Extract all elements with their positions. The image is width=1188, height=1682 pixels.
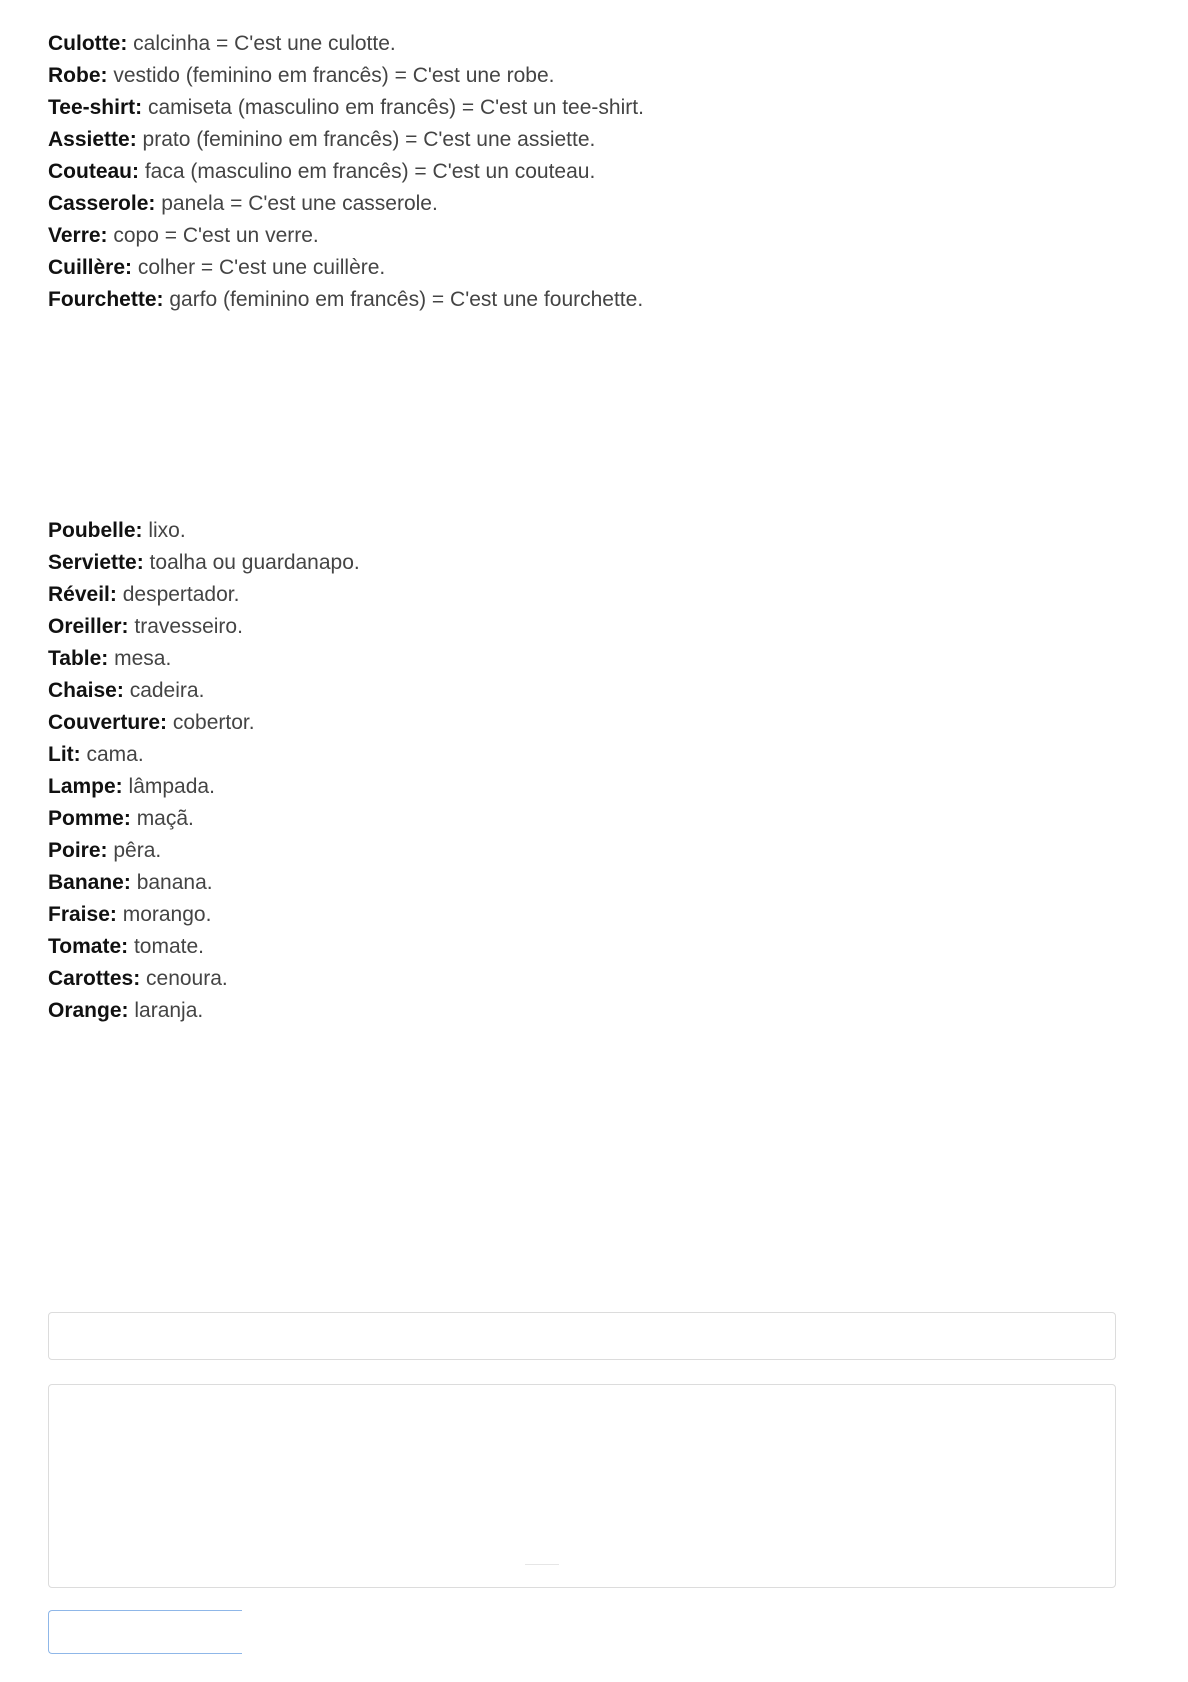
vocab-item — [48, 835, 360, 867]
vocab-definition: camiseta (masculino em francês) = C'est un tee-shirt. — [142, 96, 644, 119]
vocab-item — [48, 28, 644, 60]
vocab-item — [48, 92, 644, 124]
textarea-resize-handle[interactable] — [525, 1564, 559, 1565]
vocab-term: Chaise: — [48, 679, 124, 702]
vocab-term: Culotte: — [48, 32, 128, 55]
vocab-definition: morango. — [116, 903, 212, 926]
vocab-definition: laranja. — [128, 999, 204, 1022]
vocab-item — [48, 188, 644, 220]
vocab-item — [48, 611, 360, 643]
vocab-item — [48, 995, 360, 1027]
vocab-term: Cuillère: — [48, 256, 133, 279]
vocab-item — [48, 60, 644, 92]
name-input[interactable] — [48, 1312, 1116, 1360]
vocab-definition: prato (feminino em francês) = C'est une assiette. — [136, 128, 596, 151]
vocab-definition: pêra. — [107, 839, 162, 862]
vocab-term: Serviette: — [48, 551, 144, 574]
vocab-definition: travesseiro. — [128, 615, 243, 638]
submit-button[interactable] — [48, 1610, 242, 1654]
vocab-definition: copo = C'est un verre. — [107, 224, 319, 247]
vocab-item — [48, 675, 360, 707]
vocab-term: Poubelle: — [48, 519, 143, 542]
vocab-item — [48, 284, 644, 316]
vocab-item — [48, 643, 360, 675]
vocab-item — [48, 220, 644, 252]
vocab-definition: maçã. — [130, 807, 194, 830]
vocab-item — [48, 156, 644, 188]
vocabulary-list-clothing-kitchen — [48, 28, 644, 316]
vocab-term: Verre: — [48, 224, 108, 247]
vocab-term: Couteau: — [48, 160, 139, 183]
vocab-item — [48, 867, 360, 899]
vocab-term: Tomate: — [48, 935, 129, 958]
vocab-term: Couverture: — [48, 711, 168, 734]
vocab-term: Fraise: — [48, 903, 117, 926]
vocab-term: Lit: — [48, 743, 81, 766]
vocab-definition: mesa. — [108, 647, 172, 670]
vocab-term: Assiette: — [48, 128, 137, 151]
comment-textarea[interactable] — [48, 1384, 1116, 1588]
vocab-item — [48, 771, 360, 803]
vocab-definition: lâmpada. — [122, 775, 215, 798]
vocab-item — [48, 931, 360, 963]
vocab-definition: cenoura. — [140, 967, 228, 990]
vocab-term: Robe: — [48, 64, 108, 87]
vocab-definition: panela = C'est une casserole. — [155, 192, 438, 215]
vocab-item — [48, 579, 360, 611]
vocab-term: Fourchette: — [48, 288, 164, 311]
vocab-item — [48, 739, 360, 771]
vocab-definition: calcinha = C'est une culotte. — [127, 32, 396, 55]
vocab-item — [48, 252, 644, 284]
vocab-term: Pomme: — [48, 807, 131, 830]
vocab-item — [48, 899, 360, 931]
vocab-definition: tomate. — [128, 935, 204, 958]
vocab-item — [48, 707, 360, 739]
vocab-term: Banane: — [48, 871, 131, 894]
vocab-definition: colher = C'est une cuillère. — [132, 256, 386, 279]
vocab-definition: garfo (feminino em francês) = C'est une fourchette. — [163, 288, 644, 311]
vocab-definition: cadeira. — [123, 679, 205, 702]
vocab-item — [48, 124, 644, 156]
vocab-item — [48, 515, 360, 547]
vocab-term: Table: — [48, 647, 109, 670]
vocab-item — [48, 803, 360, 835]
vocab-definition: banana. — [130, 871, 213, 894]
vocab-term: Casserole: — [48, 192, 156, 215]
vocab-term: Lampe: — [48, 775, 123, 798]
vocab-definition: despertador. — [116, 583, 240, 606]
vocab-item — [48, 963, 360, 995]
vocab-definition: cama. — [80, 743, 144, 766]
vocab-definition: vestido (feminino em francês) = C'est une robe. — [107, 64, 555, 87]
vocab-term: Réveil: — [48, 583, 117, 606]
vocab-definition: cobertor. — [167, 711, 255, 734]
vocabulary-list-household-food — [48, 515, 360, 1027]
vocab-term: Carottes: — [48, 967, 141, 990]
vocab-term: Orange: — [48, 999, 129, 1022]
vocab-term: Oreiller: — [48, 615, 129, 638]
vocab-term: Tee-shirt: — [48, 96, 143, 119]
vocab-definition: lixo. — [142, 519, 186, 542]
vocab-item — [48, 547, 360, 579]
vocab-definition: faca (masculino em francês) = C'est un couteau. — [139, 160, 596, 183]
vocab-definition: toalha ou guardanapo. — [143, 551, 360, 574]
vocab-term: Poire: — [48, 839, 108, 862]
